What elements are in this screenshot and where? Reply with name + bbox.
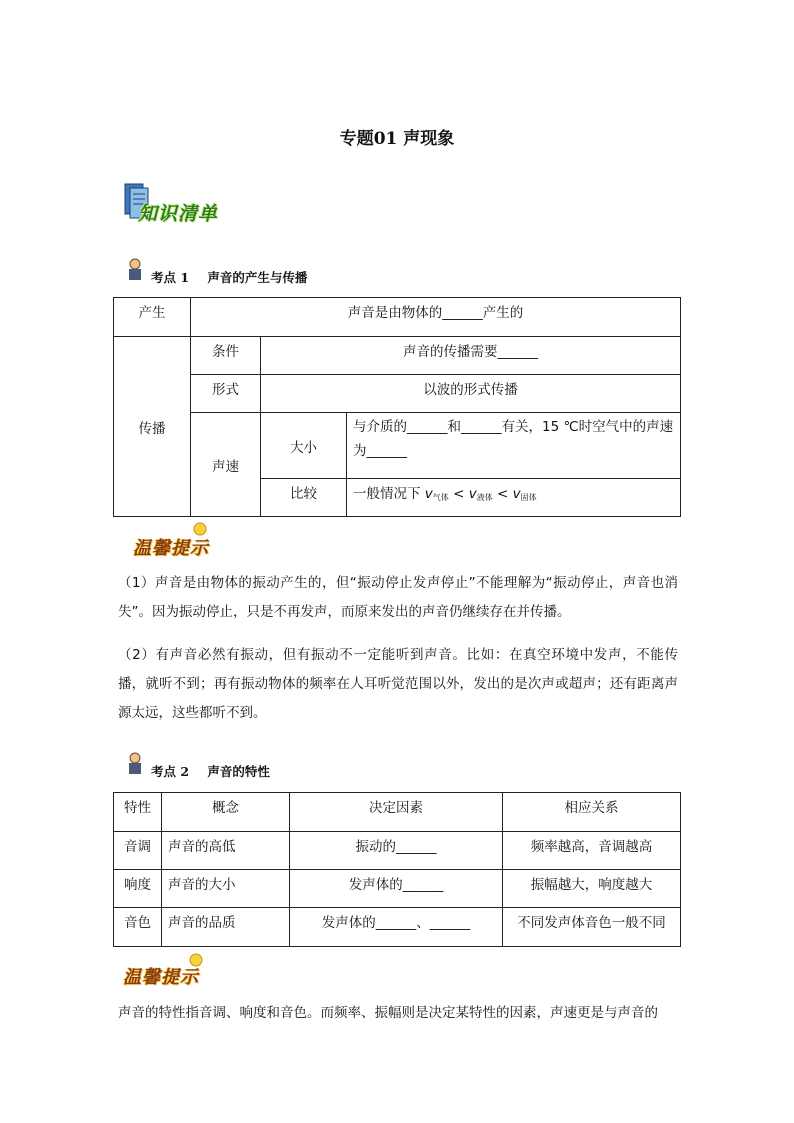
cell: 振动的______ xyxy=(290,832,503,870)
cell-propagation-label: 传播 xyxy=(114,337,191,517)
section-label-2: 考点 2 xyxy=(151,764,190,779)
cell-magnitude-label: 大小 xyxy=(261,413,347,479)
v-symbol: v xyxy=(468,486,477,502)
v-symbol: v xyxy=(512,486,521,502)
section-heading-1 xyxy=(125,268,307,286)
v-symbol: v xyxy=(424,486,433,502)
cell: 声音的品质 xyxy=(162,908,290,947)
cell-production-content: 声音是由物体的______产生的 xyxy=(191,298,681,337)
cell-condition-content: 声音的传播需要______ xyxy=(261,337,681,375)
page-title: 专题01 声现象 xyxy=(339,129,455,149)
sub-gas: 气体 xyxy=(432,493,449,502)
teacher-icon xyxy=(125,258,145,282)
table-row xyxy=(114,870,681,908)
sub-liquid: 液体 xyxy=(476,493,493,502)
cell: 频率越高，音调越高 xyxy=(503,832,681,870)
tip-paragraph-2: （2）有声音必然有振动，但有振动不一定能听到声音。比如：在真空环境中发声，不能传播，就听不到；再有振动物体的频率在人耳听觉范围以外，发出的是次声或超声；还有距离声源太远，这些都听不到。 xyxy=(118,647,678,721)
cell-condition-label: 条件 xyxy=(191,337,261,375)
cell: 发声体的______ xyxy=(290,870,503,908)
section-name-1: 声音的产生与传播 xyxy=(207,270,308,285)
cell: 振幅越大，响度越大 xyxy=(503,870,681,908)
tip-label-2: 温馨提示 xyxy=(123,967,199,988)
cell: 声音的高低 xyxy=(162,832,290,870)
header-cell: 特性 xyxy=(114,793,162,832)
sub-solid: 固体 xyxy=(520,493,537,502)
cell-form-content: 以波的形式传播 xyxy=(261,375,681,413)
cell: 不同发声体音色一般不同 xyxy=(503,908,681,947)
teacher-icon xyxy=(125,752,145,776)
table-sound-production xyxy=(113,297,681,517)
table-row xyxy=(114,832,681,870)
cell-compare-content xyxy=(347,479,681,517)
cell: 音色 xyxy=(114,908,162,947)
tip-paragraph-3: 声音的特性指音调、响度和音色。而频率、振幅则是决定某特性的因素，声速更是与声音的 xyxy=(118,1005,658,1021)
compare-prefix: 一般情况下 xyxy=(353,486,421,502)
section-label-1: 考点 1 xyxy=(151,270,190,285)
cell: 音调 xyxy=(114,832,162,870)
cell: 响度 xyxy=(114,870,162,908)
header-cell: 相应关系 xyxy=(503,793,681,832)
lt-symbol: < xyxy=(497,486,509,502)
table-sound-characteristics xyxy=(113,792,681,947)
cell-production-label: 产生 xyxy=(114,298,191,337)
table-row xyxy=(114,908,681,947)
cell-magnitude-content: 与介质的______和______有关，15 ℃时空气中的声速为______ xyxy=(347,413,681,479)
section-heading-2 xyxy=(125,762,270,780)
cell-speed-label: 声速 xyxy=(191,413,261,517)
cell-compare-label: 比较 xyxy=(261,479,347,517)
tip-label-1: 温馨提示 xyxy=(133,538,209,559)
cell: 发声体的______、______ xyxy=(290,908,503,947)
section-name-2: 声音的特性 xyxy=(207,764,270,779)
cell-form-label: 形式 xyxy=(191,375,261,413)
header-cell: 决定因素 xyxy=(290,793,503,832)
lt-symbol: < xyxy=(453,486,465,502)
header-cell: 概念 xyxy=(162,793,290,832)
cell: 声音的大小 xyxy=(162,870,290,908)
knowledge-list-label: 知识清单 xyxy=(138,203,219,225)
tip-paragraph-1: （1）声音是由物体的振动产生的，但“振动停止发声停止”不能理解为“振动停止，声音也消失”。因为振动停止，只是不再发声，而原来发出的声音仍继续存在并传播。 xyxy=(118,575,678,620)
